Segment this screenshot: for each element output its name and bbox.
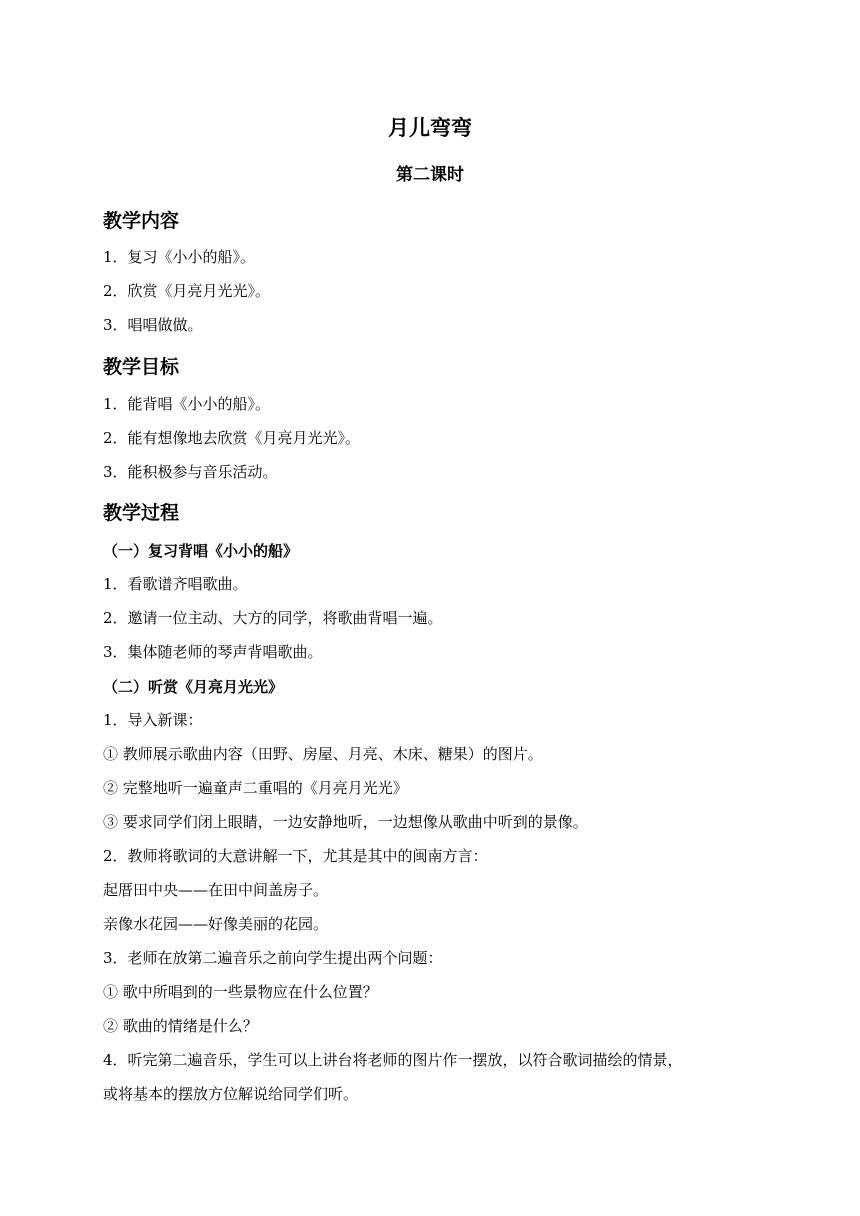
part2-item: 1．导入新课： [103, 711, 203, 729]
part2-item: 或将基本的摆放方位解说给同学们听。 [103, 1085, 359, 1103]
goal-item: 1．能背唱《小小的船》。 [103, 395, 271, 413]
part2-item: 4．听完第二遍音乐，学生可以上讲台将老师的图片作一摆放，以符合歌词描绘的情景， [103, 1051, 683, 1069]
part1-heading: （一）复习背唱《小小的船》 [103, 542, 299, 560]
part2-item: 3．老师在放第二遍音乐之前向学生提出两个问题： [103, 949, 443, 967]
section-heading-process: 教学过程 [103, 502, 180, 524]
part2-item: ② 歌曲的情绪是什么？ [103, 1017, 258, 1035]
section-heading-goals: 教学目标 [103, 356, 180, 378]
part2-item: 起厝田中央——在田中间盖房子。 [103, 881, 329, 899]
part2-item: 亲像水花园——好像美丽的花园。 [103, 915, 329, 933]
part1-item: 2．邀请一位主动、大方的同学，将歌曲背唱一遍。 [103, 609, 443, 627]
part1-item: 1．看歌谱齐唱歌曲。 [103, 575, 248, 593]
document-title: 月儿弯弯 [388, 116, 472, 140]
goal-item: 3．能积极参与音乐活动。 [103, 463, 278, 481]
part2-item: ① 歌中所唱到的一些景物应在什么位置？ [103, 983, 378, 1001]
part1-item: 3．集体随老师的琴声背唱歌曲。 [103, 643, 323, 661]
part2-item: ③ 要求同学们闭上眼睛，一边安静地听，一边想像从歌曲中听到的景像。 [103, 813, 588, 831]
document-subtitle: 第二课时 [396, 165, 464, 185]
content-item: 1．复习《小小的船》。 [103, 248, 256, 266]
section-heading-content: 教学内容 [103, 210, 180, 232]
part2-item: ① 教师展示歌曲内容（田野、房屋、月亮、木床、糖果）的图片。 [103, 745, 543, 763]
part2-heading: （二）听赏《月亮月光光》 [103, 678, 284, 696]
goal-item: 2．能有想像地去欣赏《月亮月光光》。 [103, 429, 361, 447]
content-item: 3．唱唱做做。 [103, 316, 203, 334]
part2-item: ② 完整地听一遍童声二重唱的《月亮月光光》 [103, 779, 408, 797]
part2-item: 2．教师将歌词的大意讲解一下，尤其是其中的闽南方言： [103, 847, 488, 865]
content-item: 2．欣赏《月亮月光光》。 [103, 282, 271, 300]
